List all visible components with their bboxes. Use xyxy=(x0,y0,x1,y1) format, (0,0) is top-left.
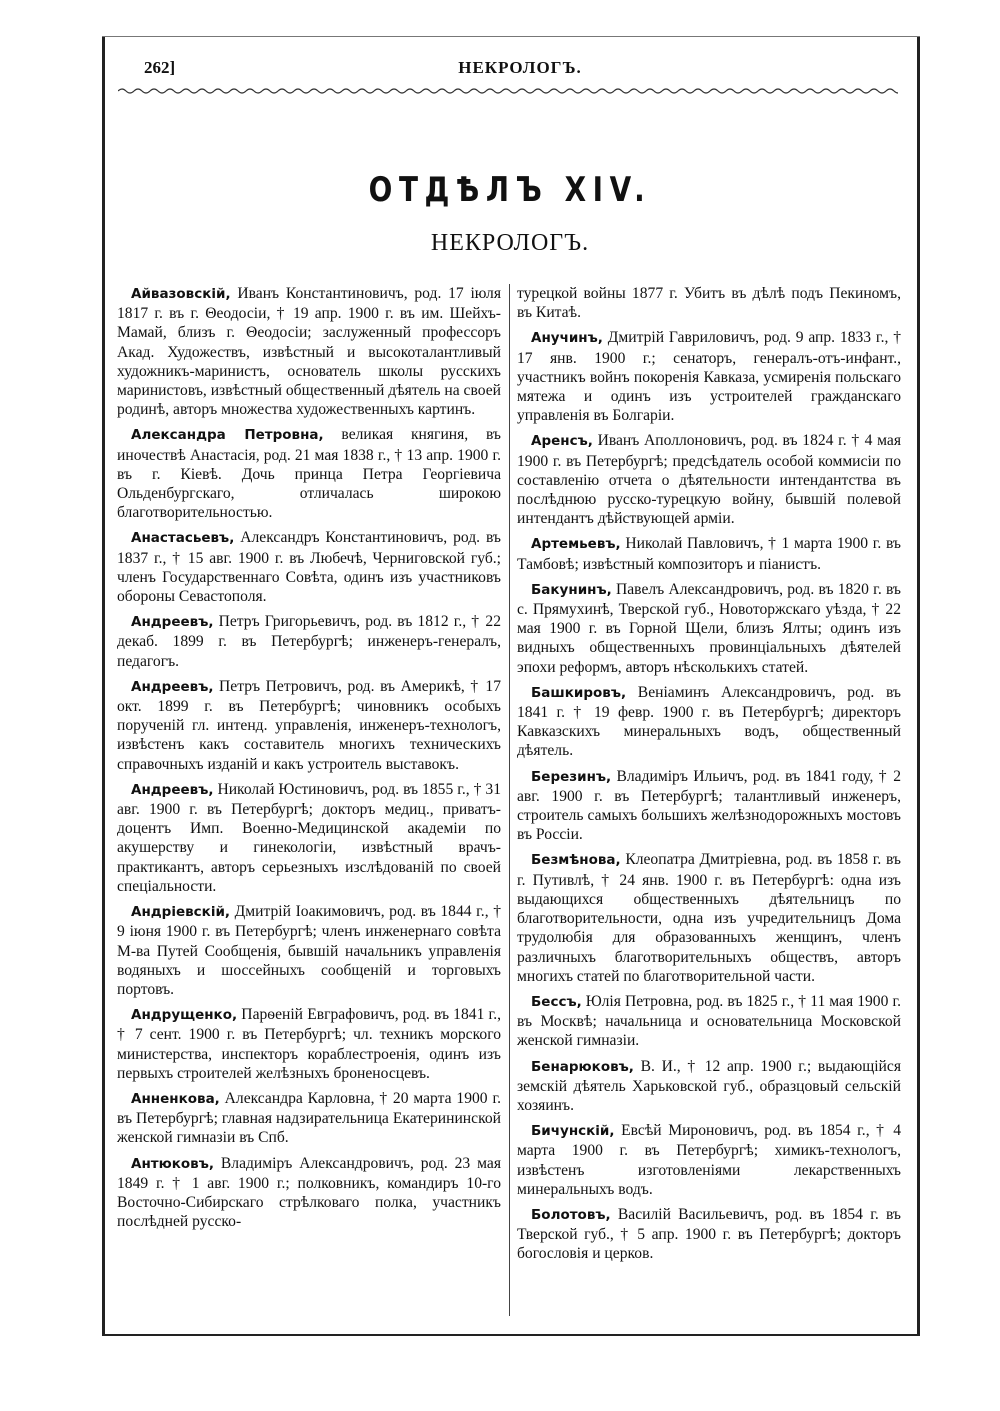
entry-text: великая княгиня, въ иночествѣ Анастасія, род. 21 мая 1838 г., † 13 апр. 1900 г. въ г. Кіевѣ. Дочь принца Петра Георгіевича Ольденбургскаго, отличалась широкою благотворительностью. xyxy=(117,426,501,522)
obituary-entry xyxy=(517,683,901,761)
entry-name: Андріевскій, xyxy=(131,904,231,921)
entry-text: Веніаминъ Александровичъ, род. въ 1841 г. † 19 февр. 1900 г. въ Петербургѣ; директоръ Кавказскихъ минеральныхъ водъ, общественный дѣятель. xyxy=(517,683,901,760)
entry-text: Парѳеній Евграфовичъ, род. въ 1841 г., † 7 сент. 1900 г. въ Петербургѣ; чл. техникъ морского министерства, инспекторъ кораблестроенія, одинъ изъ первыхъ строителей желѣзныхъ броненосцевъ. xyxy=(117,1006,501,1082)
entry-name: Александра Петровна, xyxy=(131,427,324,444)
entry-name: Андреевъ, xyxy=(131,614,214,631)
entry-text: Дмитрій Іоакимовичъ, род. въ 1844 г., † 9 іюня 1900 г. въ Петербургѣ; членъ инженернаго совѣта М-ва Путей Сообщенія, бывшій начальникъ управленія водяныхъ и шоссейныхъ сообщеній и торговыхъ портовъ. xyxy=(117,903,501,998)
obituary-entry xyxy=(117,528,501,606)
obituary-entry xyxy=(117,1005,501,1083)
obituary-entry xyxy=(517,431,901,528)
obituary-entry xyxy=(517,992,901,1051)
obituary-entry xyxy=(117,1089,501,1148)
entry-name: Аренсъ, xyxy=(531,433,593,450)
entry-name: Анненкова, xyxy=(131,1090,220,1107)
entry-name: Бакунинъ, xyxy=(531,581,612,598)
entry-text: Владиміръ Ильичъ, род. въ 1841 году, † 2 авг. 1900 г. въ Петербургѣ; талантливый инженеръ, строитель самыхъ большихъ желѣзнодорожныхъ мостовъ въ Россіи. xyxy=(517,767,901,844)
top-rule xyxy=(102,36,920,37)
entry-text: Владиміръ Александровичъ, род. 23 мая 1849 г. † 1 авг. 1900 г.; полковникъ, командиръ 10-го Восточно-Сибирскаго стрѣлковаго полка, участникъ послѣдней русско- xyxy=(117,1154,501,1231)
entry-name: Айвазовскій, xyxy=(131,286,231,302)
obituary-entry xyxy=(517,1121,901,1199)
obituary-entry xyxy=(517,580,901,677)
obituary-entry xyxy=(117,677,501,774)
obituary-entry xyxy=(517,534,901,573)
entry-name: Башкировъ, xyxy=(531,684,627,701)
section-title: ОТДѢЛЪ XIV. xyxy=(368,170,652,210)
obituary-entry xyxy=(517,328,901,425)
entry-text: Евсѣй Мироновичъ, род. въ 1854 г., † 4 марта 1900 г. въ Петербургѣ; химикъ-технологъ, извѣстенъ изготовленіями лекарственныхъ минеральныхъ водъ. xyxy=(517,1122,901,1198)
wavy-rule xyxy=(118,86,898,96)
entry-text: Петръ Григорьевичъ, род. въ 1812 г., † 22 декаб. 1899 г. въ Петербургѣ; инженеръ-генералъ, педагогъ. xyxy=(117,613,501,670)
entry-name: Бессъ, xyxy=(531,993,582,1010)
entry-text: Александра Карловна, † 20 марта 1900 г. въ Петербургѣ; главная надзирательница Екатерининской женской гимназіи въ Спб. xyxy=(117,1089,501,1147)
entry-text: Павелъ Александровичъ, род. въ 1820 г. въ с. Прямухинѣ, Тверской губ., Новоторжскаго уѣзда, † 22 мая 1900 г. въ Горной Щели, близъ Ялты; одинъ изъ видныхъ общественныхъ провинціальныхъ дѣятелей эпохи реформъ, авторъ нѣсколькихъ статей. xyxy=(517,580,901,676)
running-header xyxy=(140,58,900,84)
obituary-entry xyxy=(117,902,501,999)
obituary-entry xyxy=(117,1154,501,1232)
entry-name: Анучинъ, xyxy=(531,330,603,347)
entry-text: Иванъ Константиновичъ, род. 17 іюля 1817 г. въ г. Θеодосіи, † 19 апр. 1900 г. въ им. Шейхъ-Мамай, близъ г. Θеодосіи; заслуженный профессоръ Акад. Художествъ, извѣстный и высокоталантливый художникъ-маринистъ, основатель школы русскихъ маринистовъ, извѣстный общественный дѣятель на своей родинѣ, авторъ множества художественныхъ картинъ. xyxy=(117,285,501,419)
entry-name: Андреевъ, xyxy=(131,781,214,798)
obituary-entry xyxy=(517,1057,901,1116)
entry-text: В. И., † 12 апр. 1900 г.; выдающійся земскій дѣятель Харьковской губ., образцовый сельскій хозяинъ. xyxy=(517,1057,901,1114)
entry-name: Болотовъ, xyxy=(531,1206,611,1223)
column-divider xyxy=(509,284,510,1316)
entry-text: Николай Юстиновичъ, род. въ 1855 г., † 31 авг. 1900 г. въ Петербургѣ; докторъ медиц., приватъ-доцентъ Имп. Военно-Медицинской академіи по акушерству и гинекологіи, извѣстный врачъ-практикантъ, авторъ серьезныхъ изслѣдованій по своей спеціальности. xyxy=(117,780,501,895)
obituary-entry xyxy=(117,425,501,522)
obituary-entry xyxy=(117,780,501,896)
entry-name: Бенарюковъ, xyxy=(531,1058,634,1075)
entry-text: Александръ Константиновичъ, род. въ 1837 г., † 15 авг. 1900 г. въ Любечѣ, Черниговской губ.; членъ Государственнаго Совѣта, одинъ изъ участниковъ обороны Севастополя. xyxy=(117,529,501,606)
entry-text: Василій Васильевичъ, род. въ 1854 г. въ Тверской губ., † 5 апр. 1900 г. въ Петербургѣ; докторъ богословія и церков. xyxy=(517,1205,901,1263)
page-number: 262] xyxy=(144,58,176,77)
continued-text: турецкой войны 1877 г. Убитъ въ дѣлѣ подъ Пекиномъ, въ Китаѣ. xyxy=(517,285,901,322)
obituary-entry xyxy=(117,612,501,671)
entry-text: Клеопатра Дмитріевна, род. въ 1858 г. въ г. Путивлѣ, † 24 янв. 1900 г. въ Петербургѣ: одна изъ выдающихся общественныхъ дѣятельницъ по благотворительности, одна изъ учредительницъ Дома трудолюбія для образованныхъ женщинъ, членъ различныхъ благотворительныхъ обществъ, авторъ многихъ статей по благотворительной части. xyxy=(517,851,901,985)
section-subtitle: НЕКРОЛОГЪ. xyxy=(430,230,590,256)
obituary-entry xyxy=(517,1205,901,1264)
entry-name: Безмѣнова, xyxy=(531,852,621,869)
entry-name: Андрущенко, xyxy=(131,1007,238,1024)
entry-text: Петръ Петровичъ, род. въ Америкѣ, † 17 окт. 1899 г. въ Петербургѣ; чиновникъ особыхъ порученій гл. интенд. управленія, инженеръ-технологъ, извѣстенъ какъ составитель многихъ техническихъ справочныхъ изданій и какъ устроитель выставокъ. xyxy=(117,677,501,773)
entry-name: Анастасьевъ, xyxy=(131,530,235,547)
obituary-entry xyxy=(117,284,501,419)
obituary-entry xyxy=(517,850,901,985)
entry-name: Артемьевъ, xyxy=(531,536,621,553)
entry-name: Березинъ, xyxy=(531,768,612,785)
entry-name: Антюковъ, xyxy=(131,1155,214,1172)
entry-text: Юлія Петровна, род. въ 1825 г., † 11 мая 1900 г. въ Москвѣ; начальница и основательница Московской женской гимназіи. xyxy=(517,992,901,1050)
left-column xyxy=(117,284,501,1237)
running-title: НЕКРОЛОГЪ. xyxy=(458,58,582,77)
entry-name: Бичунскій, xyxy=(531,1123,615,1140)
entry-text: Иванъ Аполлоновичъ, род. въ 1824 г. † 4 мая 1900 г. въ Петербургѣ; предсѣдатель особой коммисіи по составленію отчета о дѣятельности интендантства въ послѣднюю русско-турецкую войну, бывшій полевой интендантъ дѣйствующей арміи. xyxy=(517,432,901,528)
entry-text: Дмитрій Гавриловичъ, род. 9 апр. 1833 г., † 17 янв. 1900 г.; сенаторъ, генералъ-отъ-инфант., участникъ войнъ покоренія Кавказа, усмиренія польскаго мятежа и одинъ изъ устроителей гражданскаго управленія въ Болгаріи. xyxy=(517,329,901,425)
entry-name: Андреевъ, xyxy=(131,678,214,695)
right-column xyxy=(517,284,901,1270)
obituary-entry xyxy=(517,767,901,845)
entry-text: Николай Павловичъ, † 1 марта 1900 г. въ Тамбовѣ; извѣстный композиторъ и піанистъ. xyxy=(517,535,901,573)
